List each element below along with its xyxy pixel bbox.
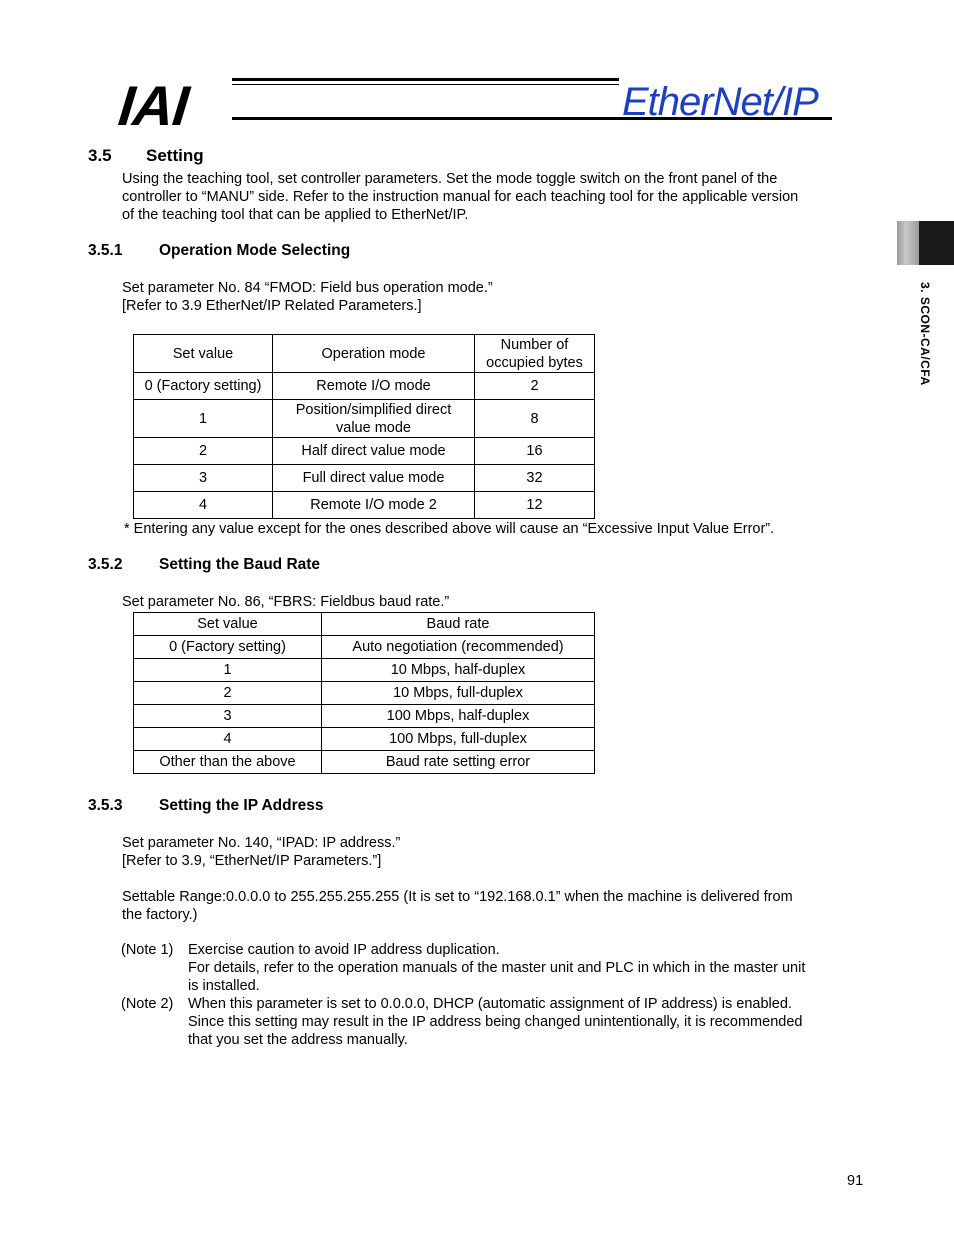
table-header-cell: Baud rate — [322, 613, 595, 636]
side-tab-grey — [897, 221, 919, 265]
ethernet-ip-brand: EtherNet/IP — [622, 80, 818, 124]
side-tab-dark — [919, 221, 954, 265]
table-header-cell: Operation mode — [273, 335, 475, 373]
sub2-number: 3.5.2 — [88, 556, 123, 573]
table-row — [134, 751, 595, 774]
sub1-title: Operation Mode Selecting — [159, 242, 351, 259]
section-title: Setting — [146, 146, 204, 165]
table-cell: 3 — [134, 465, 273, 492]
table-cell: 8 — [475, 400, 595, 438]
table-cell: Full direct value mode — [273, 465, 475, 492]
table-cell: 1 — [134, 400, 273, 438]
table-header-cell: Set value — [134, 335, 273, 373]
table-row — [134, 728, 595, 751]
section-intro: Using the teaching tool, set controller parameters. Set the mode toggle switch on the front panel of the controller to “MANU” side. Refer to the instruction manual for each teaching tool for the applicable version of the teaching tool that can be applied to EtherNet/IP. — [122, 171, 799, 223]
sub3-parameter-text: Set parameter No. 140, “IPAD: IP address.” [Refer to 3.9, “EtherNet/IP Parameters.”] — [122, 835, 401, 869]
table-header-row — [134, 335, 595, 373]
table-cell: Position/simplified direct value mode — [273, 400, 475, 438]
sub1-number: 3.5.1 — [88, 242, 123, 259]
table-header-cell: Set value — [134, 613, 322, 636]
table-row — [134, 465, 595, 492]
page-number: 91 — [847, 1173, 864, 1189]
table-row — [134, 682, 595, 705]
note2-label: (Note 2) — [121, 996, 174, 1012]
table-row — [134, 438, 595, 465]
table-cell: 1 — [134, 659, 322, 682]
section-number: 3.5 — [88, 146, 112, 165]
table-cell: Half direct value mode — [273, 438, 475, 465]
table-cell: Baud rate setting error — [322, 751, 595, 774]
side-tab-label: 3. SCON-CA/CFA — [918, 282, 932, 386]
table-row — [134, 373, 595, 400]
table-cell: 0 (Factory setting) — [134, 636, 322, 659]
sub3-title: Setting the IP Address — [159, 797, 324, 814]
table-header-row — [134, 613, 595, 636]
table-cell: Remote I/O mode — [273, 373, 475, 400]
table-cell: 100 Mbps, half-duplex — [322, 705, 595, 728]
sub3-number: 3.5.3 — [88, 797, 123, 814]
operation-mode-table — [133, 334, 595, 519]
sub1-parameter-text: Set parameter No. 84 “FMOD: Field bus operation mode.” [Refer to 3.9 EtherNet/IP Related Parameters.] — [122, 280, 493, 314]
baud-rate-table — [133, 612, 595, 774]
table-row — [134, 659, 595, 682]
table-cell: 100 Mbps, full-duplex — [322, 728, 595, 751]
table-cell: 16 — [475, 438, 595, 465]
table-row — [134, 705, 595, 728]
sub2-title: Setting the Baud Rate — [159, 556, 321, 573]
table-cell: 4 — [134, 728, 322, 751]
note1-text: Exercise caution to avoid IP address duplication. For details, refer to the operation manuals of the master unit and PLC in which in the master unit is installed. — [188, 942, 806, 994]
table-cell: Other than the above — [134, 751, 322, 774]
table-header-cell: Number of occupied bytes — [475, 335, 595, 373]
table-row — [134, 636, 595, 659]
table-cell: Remote I/O mode 2 — [273, 492, 475, 519]
sub2-parameter-text: Set parameter No. 86, “FBRS: Fieldbus baud rate.” — [122, 594, 450, 610]
table-cell: 32 — [475, 465, 595, 492]
table-cell: 2 — [475, 373, 595, 400]
iai-logo: IAI — [115, 74, 191, 137]
table-cell: 3 — [134, 705, 322, 728]
table-cell: Auto negotiation (recommended) — [322, 636, 595, 659]
table-cell: 2 — [134, 682, 322, 705]
sub3-range-text: Settable Range:0.0.0.0 to 255.255.255.255 (It is set to “192.168.0.1” when the machine is delivered from the factory.) — [122, 889, 793, 923]
table-row — [134, 400, 595, 438]
table-cell: 10 Mbps, half-duplex — [322, 659, 595, 682]
table-cell: 0 (Factory setting) — [134, 373, 273, 400]
note2-text: When this parameter is set to 0.0.0.0, DHCP (automatic assignment of IP address) is enabled. Since this setting may result in the IP address being changed unintentionally, it is recommended that you set the address manually. — [188, 996, 803, 1048]
header-rule-top-thin — [232, 84, 619, 85]
note1-label: (Note 1) — [121, 942, 174, 958]
table-cell: 10 Mbps, full-duplex — [322, 682, 595, 705]
sub1-footnote: * Entering any value except for the ones described above will cause an “Excessive Input Value Error”. — [124, 521, 775, 537]
table-cell: 4 — [134, 492, 273, 519]
table-cell: 2 — [134, 438, 273, 465]
header-rule-top — [232, 78, 619, 81]
table-row — [134, 492, 595, 519]
table-cell: 12 — [475, 492, 595, 519]
